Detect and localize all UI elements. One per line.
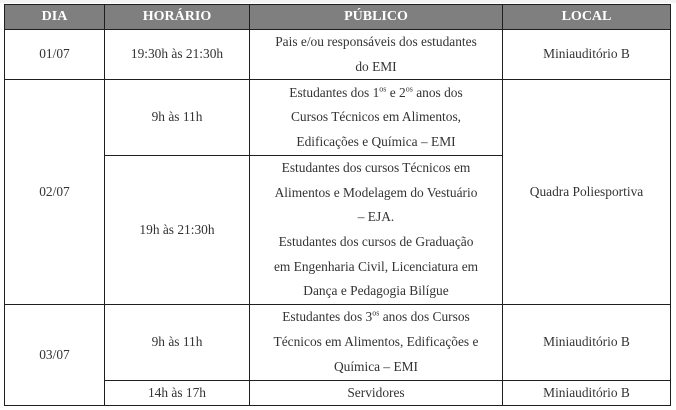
ordinal-sup: os [379,84,387,94]
publico-text: e 2 [386,84,406,100]
publico-line: Pais e/ou responsáveis dos estudantes [275,34,477,49]
horario-cell: 19h às 21:30h [105,156,250,305]
publico-line: Cursos Técnicos em Alimentos, [290,109,462,125]
horario-cell: 19:30h às 21:30h [105,30,250,80]
publico-text: Estudantes dos 3 [282,309,373,325]
table-row [5,304,671,380]
ordinal-sup: os [405,84,413,94]
dia-cell: 02/07 [5,80,105,305]
header-publico: PÚBLICO [250,5,503,30]
publico-text: anos dos Cursos [379,309,470,325]
schedule-table [4,4,671,406]
publico-line: Técnicos em Alimentos, Edificações e [273,333,479,349]
publico-text: anos dos [412,84,463,100]
local-cell: Miniauditório B [503,380,671,406]
publico-line: – EJA. [357,209,395,225]
local-cell: Miniauditório B [503,304,671,380]
table-row [5,30,671,80]
publico-cell [250,30,503,80]
horario-cell: 14h às 17h [105,380,250,406]
publico-line: Dança e Pedagogia Bilígue [303,283,449,299]
horario-cell: 9h às 11h [105,80,250,156]
table-row [5,380,671,406]
header-dia: DIA [5,5,105,30]
publico-cell [250,80,503,156]
publico-line: Alimentos e Modelagem do Vestuário [274,184,478,200]
publico-line: Edificações e Química – EMI [296,133,456,149]
local-cell: Quadra Poliesportiva [503,80,671,305]
publico-line: em Engenharia Civil, Licenciatura em [273,258,479,274]
publico-cell [250,156,503,305]
publico-text: Estudantes dos 1 [289,84,380,100]
dia-cell: 01/07 [5,30,105,80]
publico-line: Estudantes dos cursos Técnicos em [281,160,471,176]
publico-line: Estudantes dos cursos de Graduação [278,233,474,249]
publico-line: do EMI [355,58,397,74]
table-row [5,80,671,156]
publico-cell [250,304,503,380]
ordinal-sup: os [372,308,380,318]
header-horario: HORÁRIO [105,5,250,30]
dia-cell: 03/07 [5,304,105,406]
publico-cell: Servidores [250,380,503,406]
header-local: LOCAL [503,5,671,30]
horario-cell: 9h às 11h [105,304,250,380]
local-cell: Miniauditório B [503,30,671,80]
top-strip [0,0,676,3]
publico-line: Química – EMI [333,358,419,374]
header-row [5,5,671,30]
